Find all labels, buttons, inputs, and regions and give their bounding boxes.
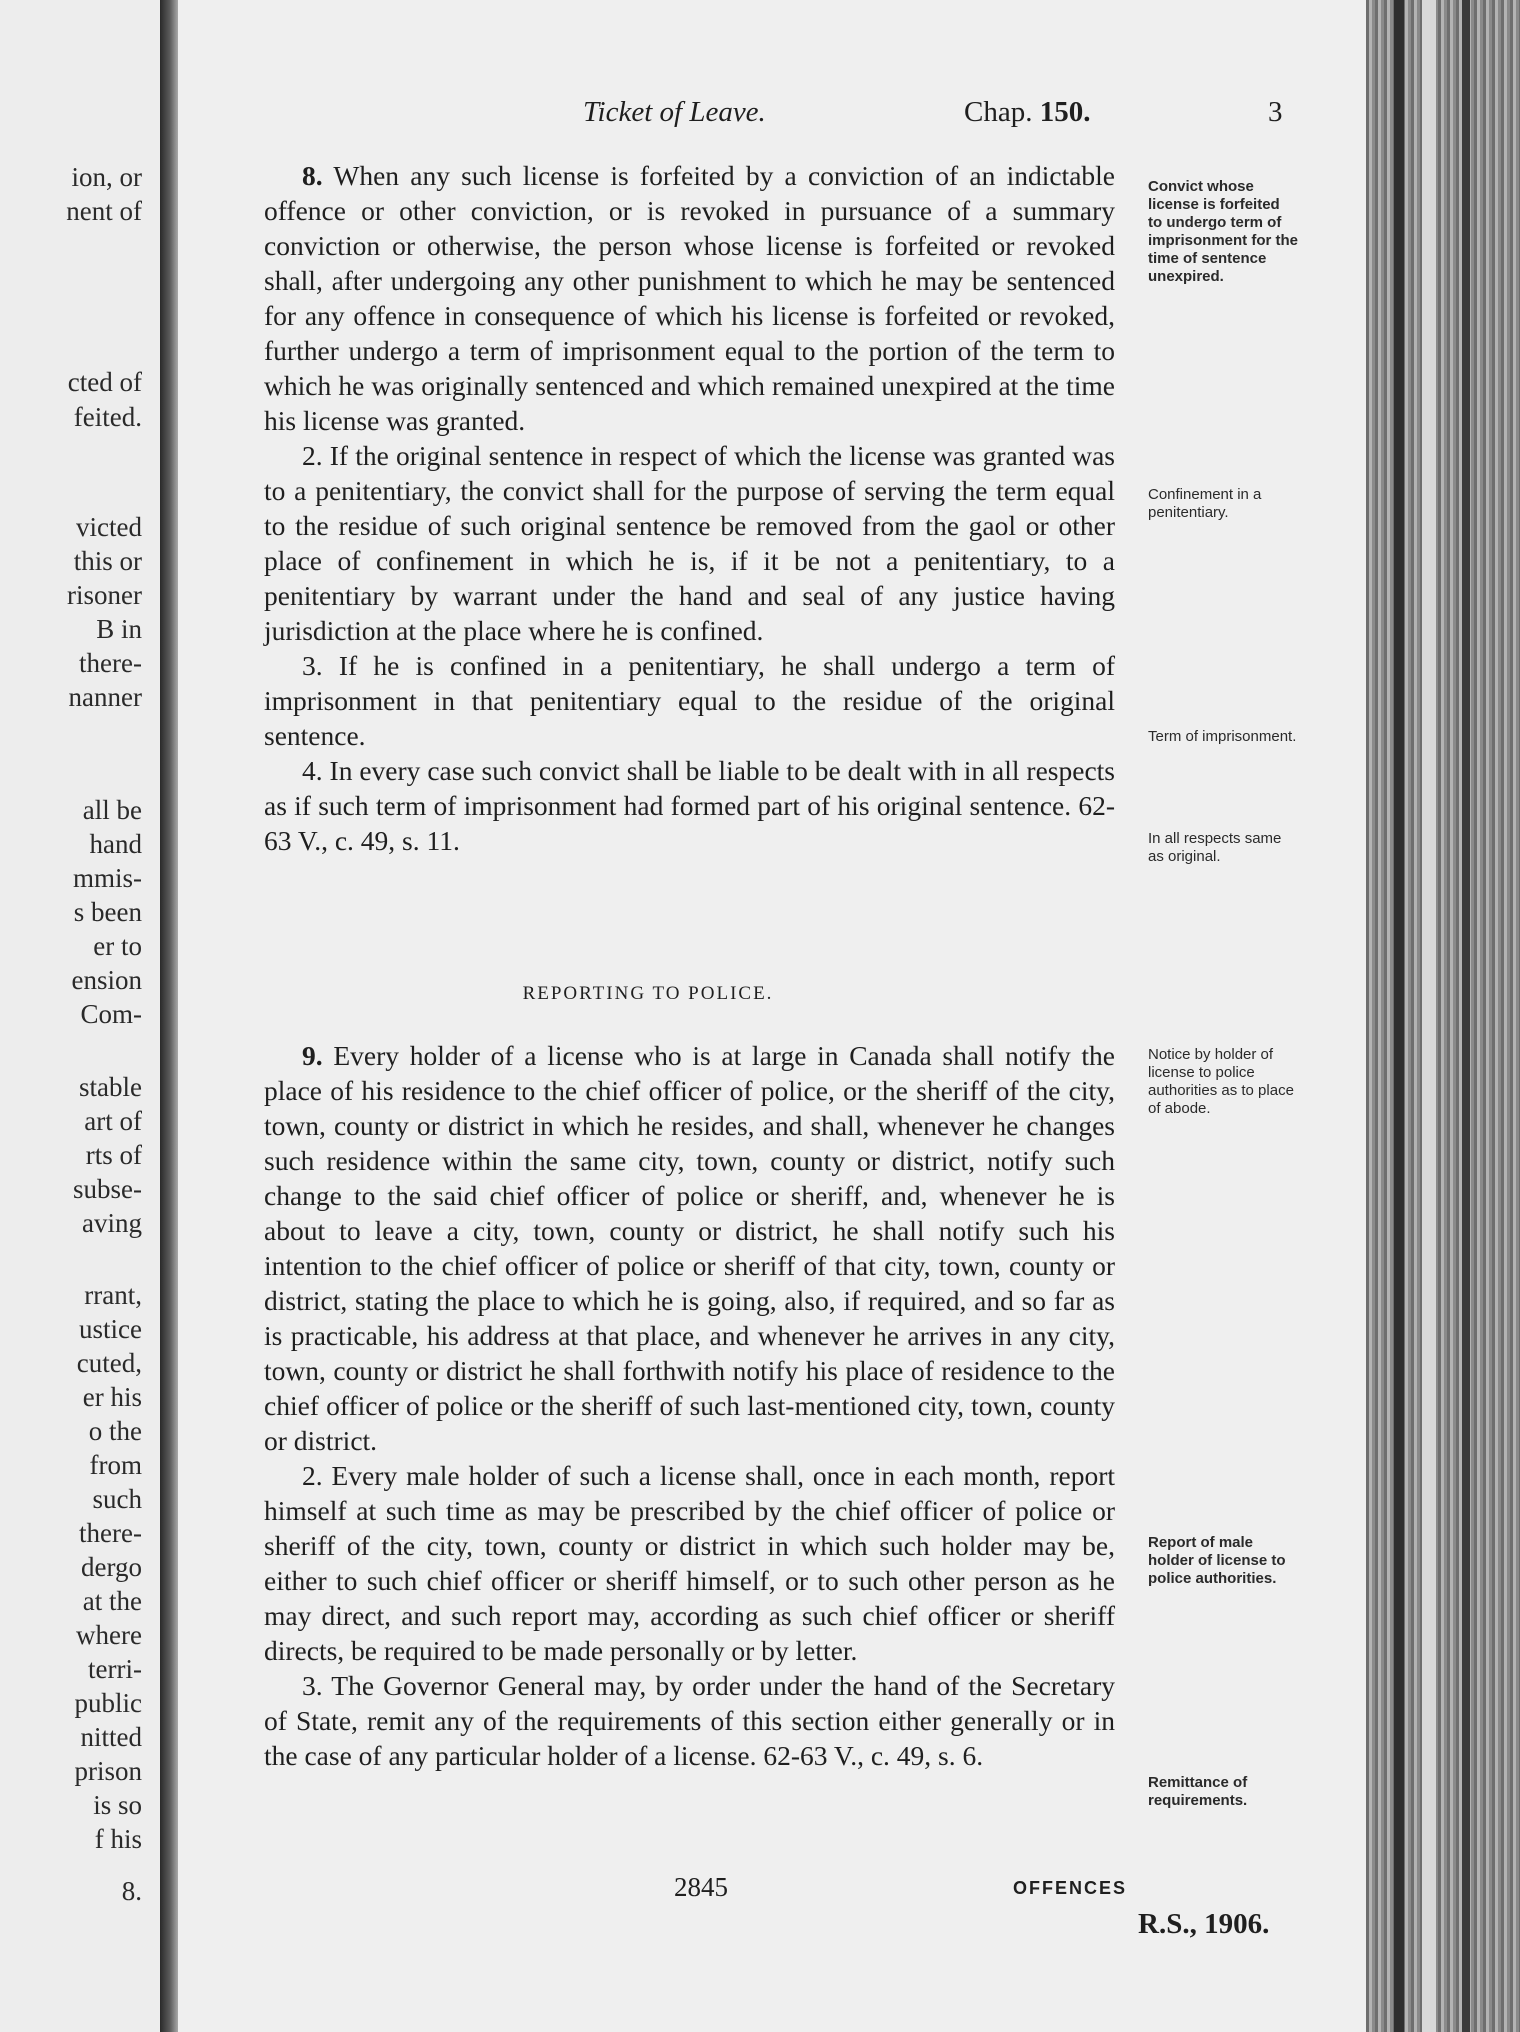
left-page-fragment: ustice [79, 1314, 142, 1344]
left-page-fragment: there- [79, 648, 142, 678]
left-page-fragment: at the [82, 1586, 142, 1616]
section-9-para-3: 3. The Governor General may, by order under the hand of the Secretary of State, remit any of the requirements of this section either generally or in the case of any particular holder of a license. 62-63 V., c. 49, s. 6. [264, 1670, 1115, 1771]
left-page-fragment: art of [84, 1106, 142, 1136]
margin-note-notice: Notice by holder of license to police authorities as to place of abode. [1148, 1046, 1294, 1117]
left-page-fragment: cted of [67, 367, 142, 397]
page-number-bottom: 2845 [674, 1872, 728, 1902]
running-title: Ticket of Leave. [583, 96, 766, 128]
chapter-label [964, 96, 1090, 129]
left-page-fragment: rrant, [84, 1280, 142, 1310]
page-3 [178, 0, 1366, 2032]
left-page-fragment: terri- [88, 1654, 142, 1684]
section-9-para-2: 2. Every male holder of such a license shall, once in each month, report himself at such time as may be prescribed by the chief officer of police or sheriff of the city, town, county or district in which such holder may be, either to such chief officer or sheriff himself, or to such other person as he may direct, and such report may, according as such chief officer or sheriff directs, be required to be made personally or by letter. [264, 1460, 1115, 1666]
section-8-text [264, 158, 1115, 858]
left-page-fragment: f his [94, 1824, 142, 1854]
page-footer [178, 1872, 1366, 1952]
left-page-fragment: from [89, 1450, 142, 1480]
book-gutter [160, 0, 178, 2032]
left-page-fragment: victed [76, 512, 142, 542]
left-page-fragment: all be [82, 795, 142, 825]
chapter-number: 150. [1039, 96, 1091, 128]
catchword: OFFENCES [1013, 1878, 1128, 1898]
left-page-fragment: aving [82, 1208, 142, 1238]
margin-note-report: Report of male holder of license to police authorities. [1148, 1534, 1286, 1587]
left-page-fragment: B in [96, 614, 142, 644]
left-page-fragment: nent of [66, 196, 142, 226]
margin-note-term: Term of imprisonment. [1148, 728, 1297, 745]
section-9-para-1-text: Every holder of a license who is at large in Canada shall notify the place of his residence to the chief officer of police, or the sheriff of the city, town, county or district in which he resides, and shall, whenever he changes such residence within the same city, town, county or district, notify such change to the said chief officer of police or sheriff, and, whenever he is about to leave a city, town, county or district, he shall notify such his intention to the chief officer of police or sheriff of that city, town, county or district, stating the place to which he is going, also, if required, and so far as is practicable, his address at that place, and whenever he arrives in any city, town, county or district he shall forthwith notify his place of residence to the chief officer of police or the sheriff of such last-mentioned city, town, county or district. [264, 1040, 1116, 1456]
page-edges [1366, 0, 1520, 2032]
section-8-para-3: 3. If he is confined in a penitentiary, he shall undergo a term of imprisonment in that penitentiary equal to the residue of the original sentence. [264, 650, 1115, 751]
left-page-fragment: cuted, [76, 1348, 142, 1378]
left-page-fragment: Com- [80, 999, 142, 1029]
left-page-fragment: er his [82, 1382, 142, 1412]
left-page-fragment: public [74, 1688, 142, 1718]
section-heading: REPORTING TO POLICE. [522, 983, 774, 1004]
left-page-fragment: o the [88, 1416, 142, 1446]
left-page-fragment: rts of [85, 1140, 142, 1170]
left-page-fragment: subse- [73, 1174, 142, 1204]
margin-note-remittance: Remittance of requirements. [1148, 1774, 1248, 1809]
left-page-fragment: this or [73, 546, 142, 576]
chapter-word: Chap. [964, 96, 1033, 128]
left-page-fragment: where [76, 1620, 142, 1650]
left-page [0, 0, 160, 2032]
left-page-fragment: ension [71, 965, 142, 995]
left-page-fragment: there- [79, 1518, 142, 1548]
left-page-fragment: such [92, 1484, 142, 1514]
left-page-fragment: er to [93, 931, 142, 961]
margin-note-convict: Convict whose license is forfeited to undergo term of imprisonment for the time of sentence unexpired. [1148, 178, 1299, 285]
left-page-fragment: is so [93, 1790, 142, 1820]
running-head [178, 96, 1366, 136]
left-page-fragment: mmis- [72, 863, 142, 893]
left-page-fragment: 8. [121, 1876, 142, 1906]
margin-note-in-all-respects: In all respects same as original. [1148, 830, 1282, 865]
section-9-para-1 [264, 1038, 1115, 1458]
left-page-fragment: feited. [73, 402, 142, 432]
left-page-fragment: stable [79, 1072, 142, 1102]
left-page-fragment: nitted [80, 1722, 142, 1752]
left-page-fragment: ion, or [71, 162, 142, 192]
left-page-fragment: dergo [81, 1552, 142, 1582]
section-8-para-1 [264, 158, 1115, 438]
section-9-text [264, 1038, 1115, 1773]
left-page-fragment: risoner [67, 580, 142, 610]
section-8-number: 8. [302, 160, 323, 191]
section-8-para-2: 2. If the original sentence in respect of which the license was granted was to a penitentiary, the convict shall for the purpose of serving the term equal to the residue of such original sentence be removed from the gaol or other place of confinement in which he is, if it be not a penitentiary, to a penitentiary by warrant under the hand and seal of any justice having jurisdiction at the place where he is confined. [264, 440, 1115, 646]
margin-note-confinement: Confinement in a penitentiary. [1148, 486, 1262, 521]
page-number-top: 3 [1268, 96, 1283, 128]
section-8-para-1-text: When any such license is forfeited by a conviction of an indictable offence or other conviction, or is revoked in pursuance of a summary conviction or otherwise, the person whose license is forfeited or revoked shall, after undergoing any other punishment to which he may be sentenced for any offence in consequence of which his license is forfeited or revoked, further undergo a term of imprisonment equal to the portion of the term to which he was originally sentenced and which remained unexpired at the time his license was granted. [264, 160, 1115, 436]
left-page-fragment: hand [89, 829, 142, 859]
section-9-number: 9. [302, 1040, 323, 1071]
revision-mark: R.S., 1906. [1138, 1908, 1270, 1940]
left-page-fragment: s been [73, 897, 142, 927]
section-8-para-4: 4. In every case such convict shall be liable to be dealt with in all respects as if such term of imprisonment had formed part of his original sentence. 62-63 V., c. 49, s. 11. [264, 755, 1115, 856]
left-page-fragment: nanner [68, 682, 142, 712]
left-page-fragment: prison [74, 1756, 142, 1786]
